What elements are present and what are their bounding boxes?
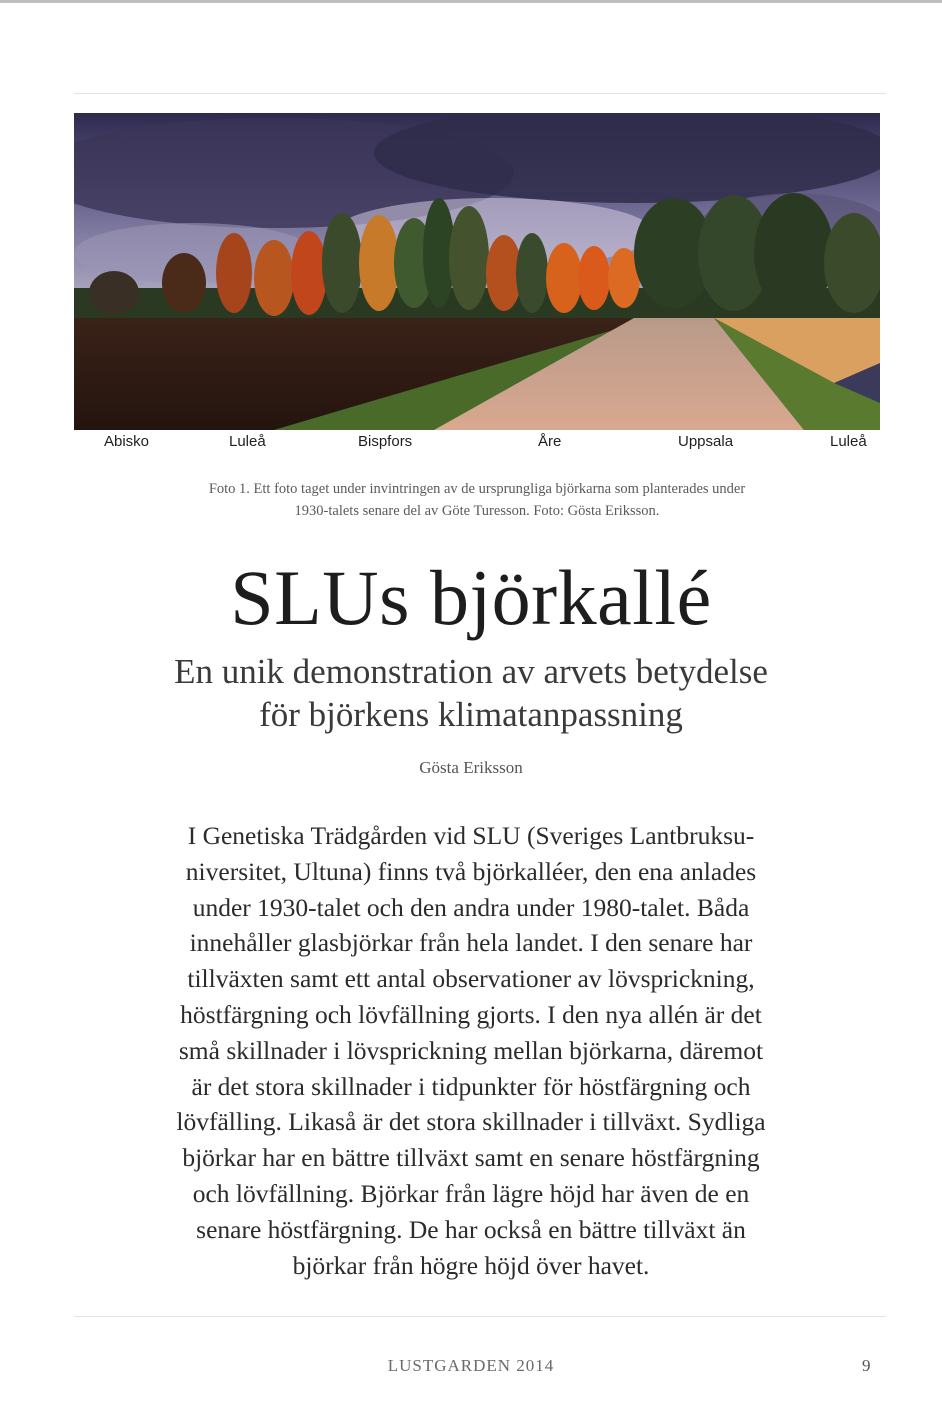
- location-label: Uppsala: [678, 433, 734, 450]
- location-label: Abisko: [104, 433, 150, 450]
- subtitle-line: En unik demonstration av arvets betydelse: [174, 652, 768, 691]
- scan-edge: [0, 0, 942, 3]
- article-lead: [100, 818, 842, 1283]
- location-label: Luleå: [830, 433, 867, 450]
- lead-line: björkar har en bättre tillväxt samt en senare höstfärgning: [182, 1143, 760, 1173]
- landscape-photo: [74, 113, 880, 430]
- article-subtitle: [80, 650, 862, 736]
- location-label: Bispfors: [358, 433, 413, 450]
- location-label: Åre: [538, 433, 562, 450]
- lead-line: senare höstfärgning. De har också en bättre tillväxt än: [196, 1214, 746, 1244]
- caption-line: Foto 1. Ett foto taget under invintringen av de ursprungliga björkarna som planterades under: [208, 481, 746, 497]
- journal-name: LUSTGARDEN 2014: [387, 1356, 555, 1375]
- top-rule: [74, 93, 886, 94]
- lead-line: är det stora skillnader i tidpunkter för höstfärgning och: [191, 1071, 751, 1101]
- article-author: Gösta Eriksson: [419, 758, 523, 777]
- lead-line: I Genetiska Trädgården vid SLU (Sveriges Lantbruksu-: [187, 821, 755, 850]
- lead-line: höstfärgning och lövfällning gjorts. I den nya allén är det: [180, 999, 762, 1029]
- lead-line: små skillnader i lövsprickning mellan björkarna, däremot: [178, 1035, 764, 1065]
- photo-caption: [74, 478, 880, 522]
- location-label: Luleå: [229, 433, 266, 450]
- photo-location-labels: [104, 433, 878, 457]
- bottom-rule: [74, 1316, 886, 1317]
- lead-line: björkar från högre höjd över havet.: [292, 1250, 650, 1280]
- lead-line: niversitet, Ultuna) finns två björkalléer, den ena anlades: [185, 856, 757, 886]
- lead-line: under 1930-talet och den andra under 1980-talet. Båda: [192, 892, 750, 922]
- article-title: SLUs björkallé: [230, 554, 712, 641]
- lead-line: tillväxten samt ett antal observationer av lövsprickning,: [187, 964, 755, 994]
- subtitle-line: för björkens klimatanpassning: [259, 695, 683, 734]
- lead-line: lövfälling. Likaså är det stora skillnader i tillväxt. Sydliga: [176, 1107, 766, 1137]
- caption-line: 1930-talets senare del av Göte Turesson. Foto: Gösta Eriksson.: [294, 503, 660, 519]
- lead-line: innehåller glasbjörkar från hela landet. I den senare har: [189, 928, 753, 958]
- lead-line: och lövfällning. Björkar från lägre höjd har även de en: [192, 1178, 750, 1208]
- page-number: 9: [862, 1356, 871, 1375]
